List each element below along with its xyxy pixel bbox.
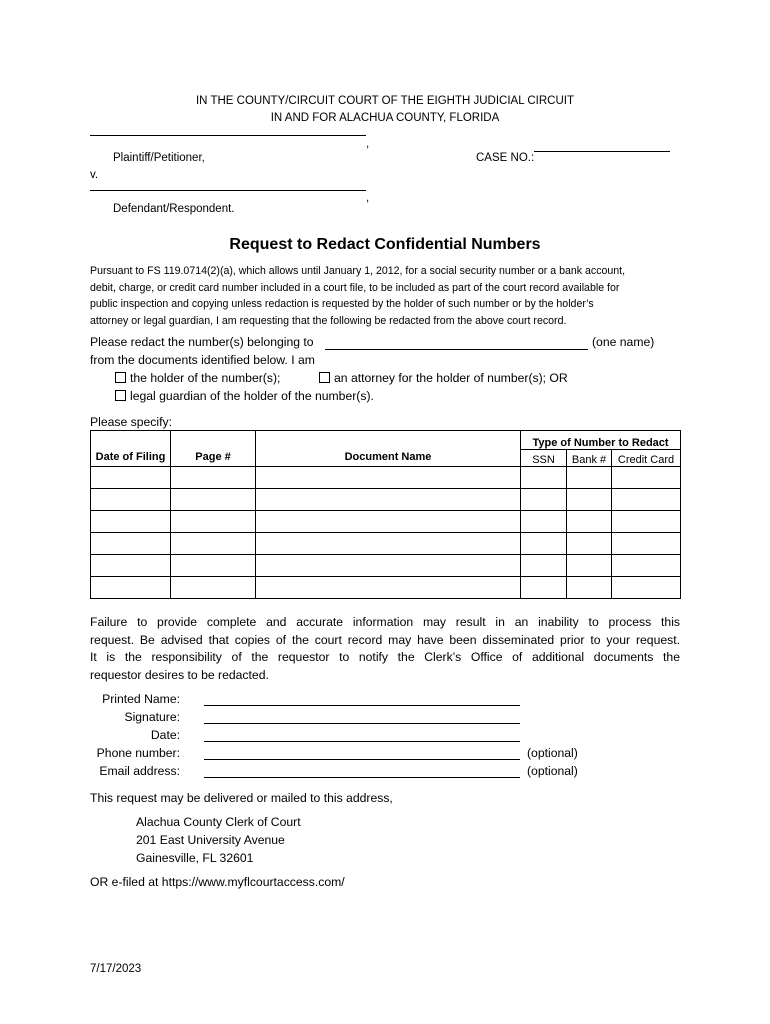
printed-name-label: Printed Name: bbox=[102, 692, 180, 706]
versus-text: v. bbox=[90, 169, 99, 181]
table-cell[interactable] bbox=[521, 577, 567, 599]
table-row bbox=[91, 511, 681, 533]
table-cell[interactable] bbox=[171, 511, 256, 533]
table-row bbox=[91, 577, 681, 599]
table-cell[interactable] bbox=[612, 555, 681, 577]
table-body bbox=[91, 467, 681, 599]
delivery-intro: This request may be delivered or mailed to this address, bbox=[90, 791, 393, 805]
table-cell[interactable] bbox=[521, 533, 567, 555]
table-cell[interactable] bbox=[521, 489, 567, 511]
table-cell[interactable] bbox=[171, 533, 256, 555]
table-cell[interactable] bbox=[171, 489, 256, 511]
table-cell[interactable] bbox=[256, 467, 521, 489]
option-attorney[interactable] bbox=[319, 371, 568, 385]
warning-line: Failure to provide complete and accurate information may result in an inability to process this bbox=[90, 615, 680, 629]
plaintiff-label: Plaintiff/Petitioner, bbox=[113, 152, 205, 164]
date-label: Date: bbox=[150, 728, 180, 742]
case-number-line[interactable] bbox=[534, 151, 670, 152]
intro-line: debit, charge, or credit card number included in a court file, to be included as part of the court record available for bbox=[90, 281, 620, 294]
intro-line: public inspection and copying unless redaction is requested by the holder of such number or by the holder’s bbox=[90, 298, 594, 310]
header-ssn: SSN bbox=[521, 450, 567, 467]
warning-line: It is the responsibility of the requestor to notify the Clerk’s Office of additional documents the bbox=[90, 650, 680, 664]
table-cell[interactable] bbox=[567, 555, 612, 577]
email-label: Email address: bbox=[99, 764, 180, 778]
defendant-name-line[interactable] bbox=[90, 190, 366, 191]
request-line2: from the documents identified below. I am bbox=[90, 353, 315, 367]
table-cell[interactable] bbox=[567, 577, 612, 599]
table-cell[interactable] bbox=[171, 555, 256, 577]
checkbox-icon[interactable] bbox=[115, 390, 126, 401]
option-holder[interactable] bbox=[115, 371, 280, 385]
table-cell[interactable] bbox=[91, 511, 171, 533]
form-title: Request to Redact Confidential Numbers bbox=[229, 236, 541, 253]
clerk-address-line2: 201 East University Avenue bbox=[136, 833, 285, 847]
table-cell[interactable] bbox=[521, 467, 567, 489]
defendant-label: Defendant/Respondent. bbox=[113, 203, 235, 215]
table-row bbox=[91, 489, 681, 511]
redaction-table bbox=[90, 430, 681, 599]
table-cell[interactable] bbox=[91, 555, 171, 577]
table-cell[interactable] bbox=[612, 577, 681, 599]
signature-label: Signature: bbox=[124, 710, 180, 724]
table-cell[interactable] bbox=[612, 467, 681, 489]
clerk-address-line3: Gainesville, FL 32601 bbox=[136, 851, 254, 865]
header-page-number: Page # bbox=[171, 431, 256, 467]
table-cell[interactable] bbox=[91, 467, 171, 489]
option-holder-label: the holder of the number(s); bbox=[130, 371, 281, 385]
table-cell[interactable] bbox=[171, 577, 256, 599]
header-credit-card: Credit Card bbox=[612, 450, 681, 467]
warning-line: request. Be advised that copies of the court record may have been disseminated prior to your request. bbox=[90, 632, 680, 647]
header-type-of-number: Type of Number to Redact bbox=[521, 431, 681, 450]
phone-label: Phone number: bbox=[96, 746, 180, 760]
email-line[interactable] bbox=[204, 777, 520, 778]
intro-paragraph bbox=[90, 263, 680, 329]
signature-line[interactable] bbox=[204, 723, 520, 724]
case-number-label: CASE NO.: bbox=[476, 152, 535, 164]
checkbox-icon[interactable] bbox=[319, 372, 330, 383]
table-cell[interactable] bbox=[91, 533, 171, 555]
table-cell[interactable] bbox=[567, 533, 612, 555]
table-cell[interactable] bbox=[256, 577, 521, 599]
table-row bbox=[91, 467, 681, 489]
table-cell[interactable] bbox=[256, 489, 521, 511]
header-date-of-filing: Date of Filing bbox=[91, 431, 171, 467]
option-attorney-label: an attorney for the holder of number(s); OR bbox=[334, 371, 568, 385]
option-guardian-label: legal guardian of the holder of the number(s). bbox=[130, 389, 374, 403]
warning-paragraph bbox=[90, 614, 680, 684]
table-cell[interactable] bbox=[91, 577, 171, 599]
comma: , bbox=[366, 192, 370, 204]
header-document-name: Document Name bbox=[256, 431, 521, 467]
efile-text: OR e-filed at https://www.myflcourtaccess.com/ bbox=[90, 875, 345, 889]
table-cell[interactable] bbox=[612, 489, 681, 511]
table-row bbox=[91, 555, 681, 577]
email-optional-note: (optional) bbox=[527, 764, 578, 778]
checkbox-icon[interactable] bbox=[115, 372, 126, 383]
warning-line: requestor desires to be redacted. bbox=[90, 667, 269, 682]
court-name-line2: IN AND FOR ALACHUA COUNTY, FLORIDA bbox=[270, 112, 500, 124]
table-cell[interactable] bbox=[91, 489, 171, 511]
table-row bbox=[91, 533, 681, 555]
plaintiff-name-line[interactable] bbox=[90, 135, 366, 136]
intro-line: Pursuant to FS 119.0714(2)(a), which allows until January 1, 2012, for a social security number or a bank account, bbox=[90, 265, 626, 277]
phone-line[interactable] bbox=[204, 759, 520, 760]
footer-date: 7/17/2023 bbox=[90, 963, 142, 975]
table-cell[interactable] bbox=[256, 511, 521, 533]
request-line-prefix: Please redact the number(s) belonging to bbox=[90, 335, 314, 349]
table-cell[interactable] bbox=[256, 555, 521, 577]
clerk-address-line1: Alachua County Clerk of Court bbox=[136, 815, 301, 829]
court-name-line1: IN THE COUNTY/CIRCUIT COURT OF THE EIGHTH JUDICIAL CIRCUIT bbox=[195, 95, 575, 107]
intro-line: attorney or legal guardian, I am requesting that the following be redacted from the above court record. bbox=[90, 314, 567, 327]
table-cell[interactable] bbox=[612, 511, 681, 533]
table-cell[interactable] bbox=[612, 533, 681, 555]
option-guardian[interactable] bbox=[115, 389, 374, 403]
table-cell[interactable] bbox=[521, 555, 567, 577]
table-cell[interactable] bbox=[567, 467, 612, 489]
table-cell[interactable] bbox=[256, 533, 521, 555]
date-line[interactable] bbox=[204, 741, 520, 742]
holder-name-line[interactable] bbox=[325, 349, 588, 350]
comma: , bbox=[366, 138, 370, 150]
header-bank: Bank # bbox=[567, 450, 612, 467]
table-cell[interactable] bbox=[567, 511, 612, 533]
phone-optional-note: (optional) bbox=[527, 746, 578, 760]
request-line-suffix: (one name) bbox=[592, 335, 655, 349]
table-cell[interactable] bbox=[521, 511, 567, 533]
specify-label: Please specify: bbox=[90, 415, 172, 429]
printed-name-line[interactable] bbox=[204, 705, 520, 706]
table-cell[interactable] bbox=[171, 467, 256, 489]
table-cell[interactable] bbox=[567, 489, 612, 511]
